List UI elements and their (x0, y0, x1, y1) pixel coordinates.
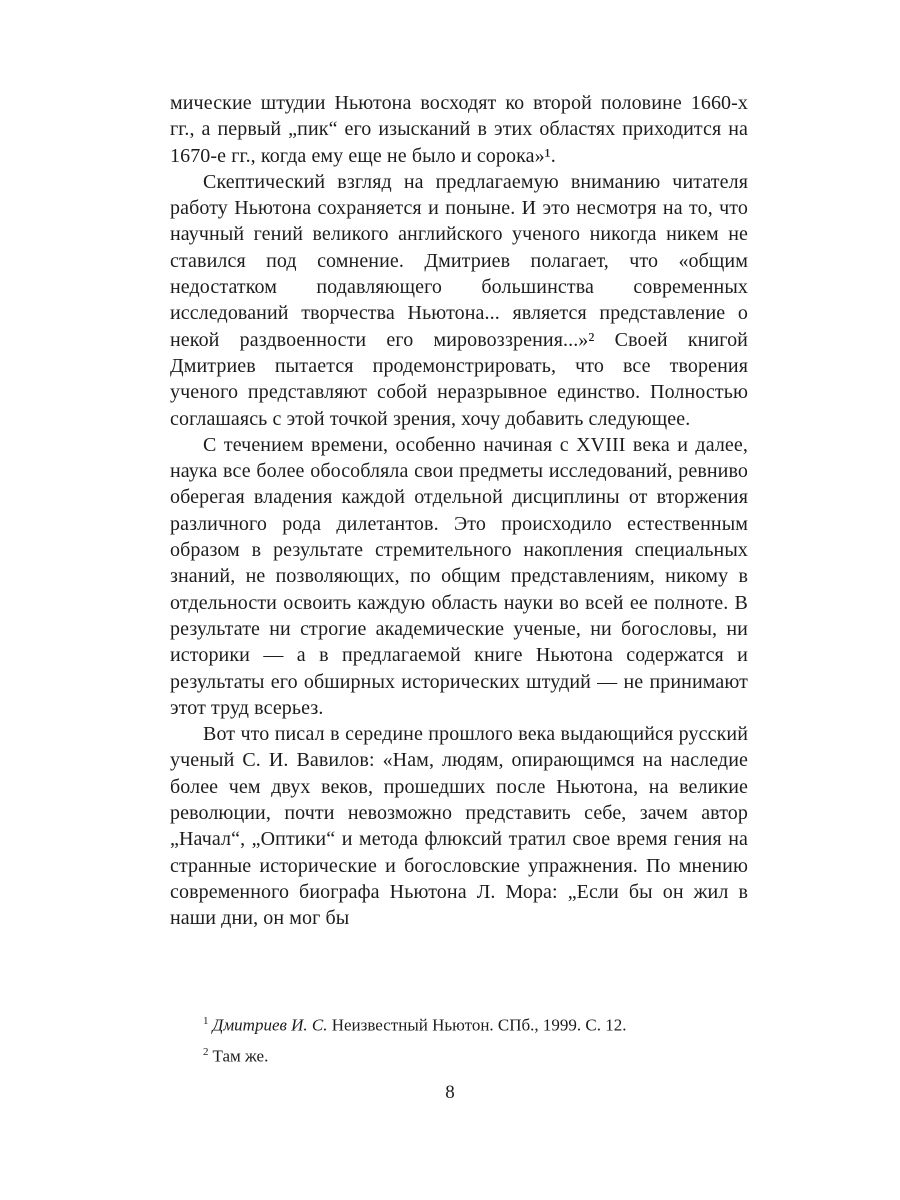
body-paragraph-2: Скептический взгляд на предлагаемую вниманию читателя работу Ньютона сохраняется и поныне. И это несмотря на то, что научный гений великого английского ученого никогда никем не ставился под сомнение. Дмитриев полагает, что «общим недостатком подавляющего большинства современных исследований творчества Ньютона... является представление о некой раздвоенности его мировоззрения...»² Своей книгой Дмитриев пытается продемонстрировать, что все творения ученого представляют собой неразрывное единство. Полностью соглашаясь с этой точкой зрения, хочу добавить следующее. (170, 170, 748, 430)
footnote-1-author: Дмитриев И. С. (212, 1015, 328, 1035)
footnote-1-marker: 1 (203, 1015, 209, 1027)
body-paragraph-4: Вот что писал в середине прошлого века выдающийся русский ученый С. И. Вавилов: «Нам, людям, опирающимся на наследие более чем двух веков, прошедших после Ньютона, на великие революции, почти невозможно представить себе, зачем автор „Начал“, „Оптики“ и метода флюксий тратил свое время гения на странные исторические и богословские упражнения. По мнению современного биографа Ньютона Л. Мора: „Если бы он жил в наши дни, он мог бы (170, 723, 748, 930)
main-text-block (170, 90, 748, 932)
footnote-1 (170, 1008, 748, 1039)
body-paragraph-1: мические штудии Ньютона восходят ко второй половине 1660-х гг., а первый „пик“ его изысканий в этих областях приходится на 1670-е гг., когда ему еще не было и сорока»¹. (170, 92, 748, 167)
page-number: 8 (445, 1082, 455, 1103)
footnote-1-text: Неизвестный Ньютон. СПб., 1999. С. 12. (327, 1015, 627, 1035)
footnote-2-marker: 2 (203, 1045, 209, 1058)
body-paragraph-3: С течением времени, особенно начиная с XVIII века и далее, наука все более обособляла свои предметы исследований, ревниво оберегая владения каждой отдельной дисциплины от вторжения различного рода дилетантов. Это происходило естественным образом в результате стремительного накопления специальных знаний, не позволяющих, по общим представлениям, никому в отдельности освоить каждую область науки во всей ее полноте. В результате ни строгие академические ученые, ни богословы, ни историки — а в предлагаемой книге Ньютона содержатся и результаты его обширных исторических штудий — не принимают этот труд всерьез. (170, 433, 748, 719)
footnote-2-text: Там же. (212, 1046, 269, 1066)
footnote-2 (170, 1039, 748, 1070)
footnotes-section (170, 1008, 748, 1069)
